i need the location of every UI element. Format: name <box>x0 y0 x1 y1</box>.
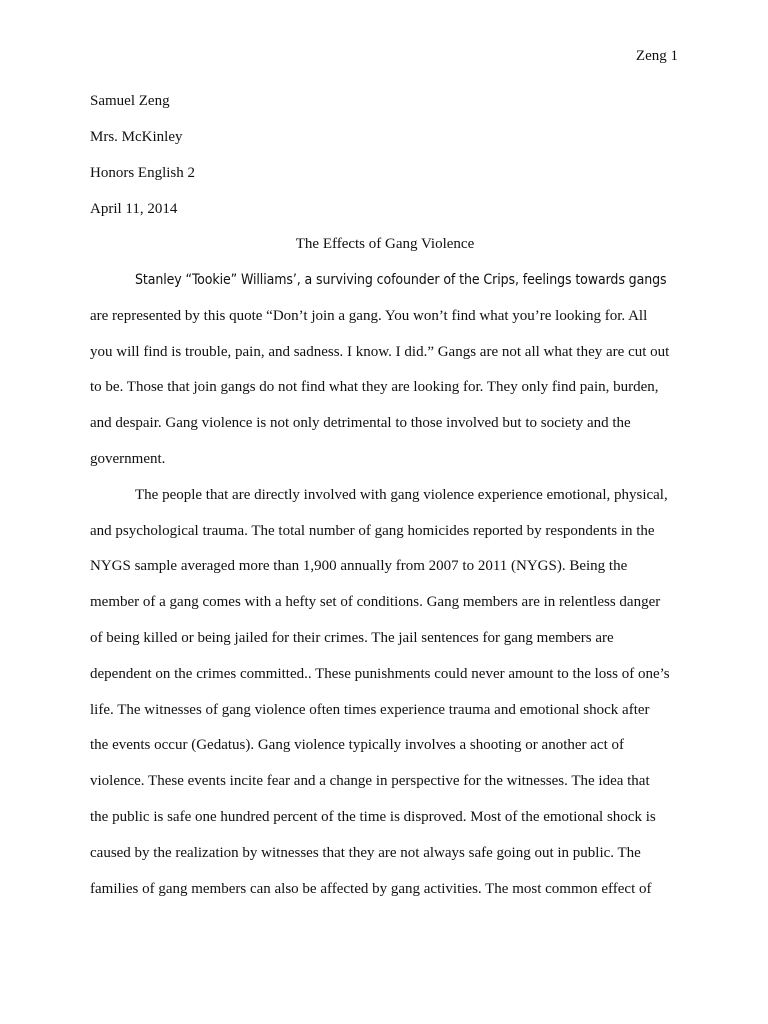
running-header: Zeng 1 <box>635 48 678 64</box>
essay-body <box>90 270 690 914</box>
body-line: families of gang members can also be affected by gang activities. The most common effect of <box>90 880 652 897</box>
body-line: member of a gang comes with a hefty set of conditions. Gang members are in relentless danger <box>90 594 661 611</box>
body-line: are represented by this quote “Don’t join a gang. You won’t find what you’re looking for. All <box>90 307 648 324</box>
date: April 11, 2014 <box>90 201 178 217</box>
body-line: to be. Those that join gangs do not find what they are looking for. They only find pain, burden, <box>90 379 659 396</box>
body-line: Stanley “Tookie” Williams’, a surviving cofounder of the Crips, feelings towards gangs <box>135 272 667 288</box>
body-line: NYGS sample averaged more than 1,900 annually from 2007 to 2011 (NYGS). Being the <box>90 558 628 575</box>
author-name: Samuel Zeng <box>90 93 170 109</box>
heading-block <box>90 91 680 235</box>
essay-title: The Effects of Gang Violence <box>295 236 475 252</box>
body-line: caused by the realization by witnesses that they are not always safe going out in public. The <box>90 844 641 861</box>
body-line: dependent on the crimes committed.. These punishments could never amount to the loss of one’s <box>90 665 670 682</box>
body-line: and psychological trauma. The total number of gang homicides reported by respondents in the <box>90 522 655 539</box>
body-line: the events occur (Gedatus). Gang violence typically involves a shooting or another act of <box>90 737 624 754</box>
body-line: the public is safe one hundred percent of the time is disproved. Most of the emotional shock is <box>90 808 656 825</box>
body-line: government. <box>90 450 166 467</box>
body-line: violence. These events incite fear and a change in perspective for the witnesses. The idea that <box>90 773 650 790</box>
body-line: you will find is trouble, pain, and sadness. I know. I did.” Gangs are not all what they are cut out <box>90 343 670 360</box>
body-line: of being killed or being jailed for their crimes. The jail sentences for gang members are <box>90 629 614 646</box>
body-line: and despair. Gang violence is not only detrimental to those involved but to society and the <box>90 415 631 432</box>
teacher-name: Mrs. McKinley <box>90 129 183 145</box>
course-name: Honors English 2 <box>90 165 195 181</box>
body-line: life. The witnesses of gang violence often times experience trauma and emotional shock after <box>90 701 650 718</box>
body-line: The people that are directly involved with gang violence experience emotional, physical, <box>135 486 668 503</box>
